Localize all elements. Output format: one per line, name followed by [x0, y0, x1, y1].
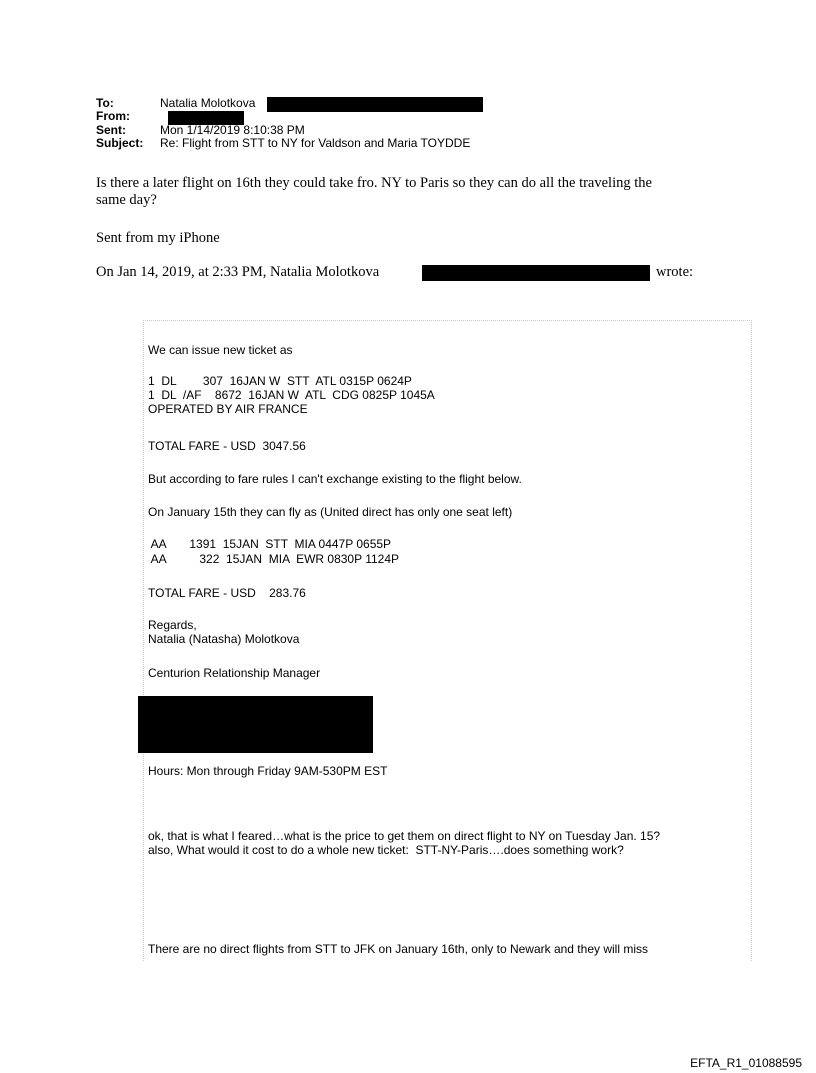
jan15-note: On January 15th they can fly as (United direct has only one seat left)	[148, 505, 513, 519]
sent-label: Sent:	[96, 123, 126, 137]
reply-intro-suffix: wrote:	[656, 264, 694, 280]
itinerary-line: 1 DL /AF 8672 16JAN W ATL CDG 0825P 1045A	[148, 388, 435, 402]
job-title: Centurion Relationship Manager	[148, 666, 321, 680]
total-fare-1: TOTAL FARE - USD 3047.56	[148, 439, 306, 453]
office-hours: Hours: Mon through Friday 9AM-530PM EST	[148, 764, 388, 778]
reply-intro-prefix: On Jan 14, 2019, at 2:33 PM, Natalia Molotkova	[96, 264, 380, 280]
itinerary-line: AA 322 15JAN MIA EWR 0830P 1124P	[148, 552, 400, 566]
redaction-contact-block	[138, 696, 373, 753]
subject-value: Re: Flight from STT to NY for Valdson and Maria TOYDDE	[160, 136, 471, 150]
subject-label: Subject:	[96, 136, 144, 150]
body-line-1: Is there a later flight on 16th they could take fro. NY to Paris so they can do all the traveling the	[96, 175, 652, 191]
message-signature: Sent from my iPhone	[96, 230, 220, 246]
message-body	[96, 175, 736, 209]
itinerary-line: 1 DL 307 16JAN W STT ATL 0315P 0624P	[148, 374, 412, 388]
itinerary-line: AA 1391 15JAN STT MIA 0447P 0655P	[148, 537, 392, 551]
to-label: To:	[96, 96, 114, 110]
body-line-2: same day?	[96, 192, 157, 208]
client-question-line-1: ok, that is what I feared…what is the price to get them on direct flight to NY on Tuesday Jan. 15?	[148, 829, 661, 843]
to-value: Natalia Molotkova	[160, 96, 256, 110]
redaction-reply-email	[422, 265, 650, 281]
client-question-line-2: also, What would it cost to do a whole new ticket: STT-NY-Paris….does something work?	[148, 843, 624, 857]
regards: Regards,	[148, 618, 197, 632]
total-fare-2: TOTAL FARE - USD 283.76	[148, 586, 306, 600]
final-reply-line: There are no direct flights from STT to JFK on January 16th, only to Newark and they will miss	[148, 942, 648, 956]
redaction-to-email	[267, 97, 483, 112]
quoted-intro: We can issue new ticket as	[148, 343, 293, 357]
sent-value: Mon 1/14/2019 8:10:38 PM	[160, 123, 305, 137]
fare-rules-note: But according to fare rules I can't exchange existing to the flight below.	[148, 472, 522, 486]
document-id: EFTA_R1_01088595	[690, 1056, 802, 1070]
from-label: From:	[96, 109, 130, 123]
regards-name: Natalia (Natasha) Molotkova	[148, 632, 300, 646]
itinerary-line: OPERATED BY AIR FRANCE	[148, 402, 308, 416]
